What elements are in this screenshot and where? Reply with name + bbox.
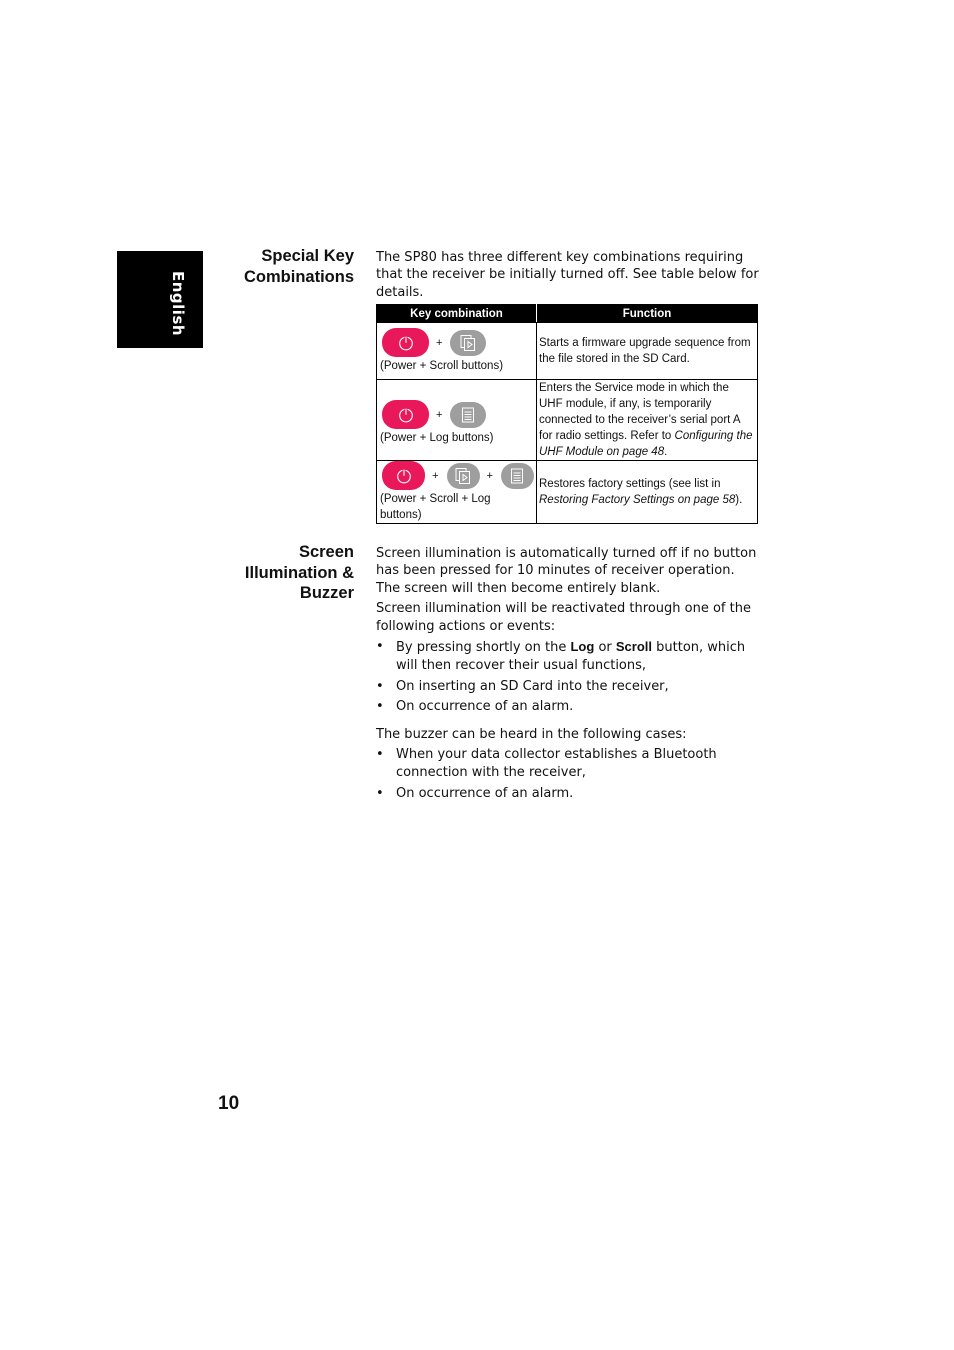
cross-reference: Restoring Factory Settings on page 58 bbox=[539, 494, 736, 506]
function-cell: Starts a firmware upgrade sequence from the file stored in the SD Card. bbox=[537, 323, 758, 380]
list-item: • When your data collector establishes a Bluetooth connection with the receiver, bbox=[376, 746, 761, 781]
key-cell: + (Power + Scroll buttons) bbox=[377, 323, 537, 380]
key-caption: (Power + Scroll buttons) bbox=[380, 360, 504, 372]
header-function: Function bbox=[537, 305, 758, 323]
cross-reference: Configuring the UHF Module on page 48 bbox=[539, 430, 753, 458]
paragraph: Screen illumination is automatically turned off if no button has been pressed for 10 minutes of receiver operation. The screen will then become entirely blank. bbox=[376, 546, 757, 596]
language-tab bbox=[117, 251, 203, 348]
special-keys-heading: Special Key Combinations bbox=[244, 247, 354, 286]
screen-illumination-body bbox=[376, 545, 761, 805]
table-row bbox=[377, 323, 758, 380]
key-combination-table bbox=[376, 304, 758, 524]
log-button-icon bbox=[450, 402, 486, 428]
language-tab-label: English bbox=[169, 271, 187, 337]
table-row bbox=[377, 380, 758, 461]
list-item: • By pressing shortly on the Log or Scroll button, which will then recover their usual functions, bbox=[376, 638, 761, 674]
list-item: • On occurrence of an alarm. bbox=[376, 698, 761, 715]
table-row bbox=[377, 461, 758, 524]
power-button-icon bbox=[382, 328, 429, 357]
key-cell: + + (Power + Scroll + Log buttons) bbox=[377, 461, 537, 524]
page-number: 10 bbox=[218, 1093, 240, 1114]
power-button-icon bbox=[382, 400, 429, 429]
paragraph: The buzzer can be heard in the following cases: bbox=[376, 726, 687, 742]
power-button-icon bbox=[382, 461, 425, 490]
function-cell: Enters the Service mode in which the UHF module, if any, is temporarily connected to the receiver’s serial port A for radio settings. Refer to Configuring the UHF Module on page 48. bbox=[537, 380, 758, 461]
scroll-button-icon bbox=[450, 330, 486, 356]
key-cell: + (Power + Log buttons) bbox=[377, 380, 537, 461]
key-caption: (Power + Log buttons) bbox=[380, 432, 494, 444]
list-item: • On inserting an SD Card into the receiver, bbox=[376, 678, 761, 695]
special-keys-intro: The SP80 has three different key combinations requiring that the receiver be initially turned off. See table below for details. bbox=[376, 250, 759, 300]
function-cell: Restores factory settings (see list in Restoring Factory Settings on page 58). bbox=[537, 461, 758, 524]
buzzer-list bbox=[376, 746, 761, 801]
key-caption: (Power + Scroll + Log buttons) bbox=[380, 493, 491, 521]
paragraph: Screen illumination will be reactivated through one of the following actions or events: bbox=[376, 601, 751, 634]
screen-illumination-heading: Screen Illumination & Buzzer bbox=[244, 543, 354, 602]
scroll-button-icon bbox=[447, 463, 480, 489]
header-key-combination: Key combination bbox=[377, 305, 537, 323]
list-item: • On occurrence of an alarm. bbox=[376, 785, 761, 802]
reactivation-list bbox=[376, 638, 761, 715]
log-button-icon bbox=[501, 463, 534, 489]
